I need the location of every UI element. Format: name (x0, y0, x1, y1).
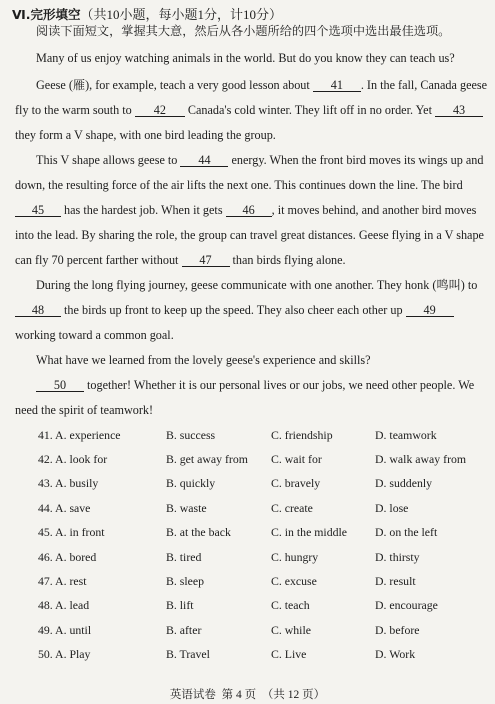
option-50-c[interactable]: C. Live (271, 647, 307, 661)
paragraph-4-line-3: working toward a common goal. (15, 328, 174, 342)
paragraph-1: Many of us enjoy watching animals in the world. But do you know they can teach us? (36, 51, 455, 65)
section-title: 完形填空 (30, 7, 81, 22)
option-47-b[interactable]: B. sleep (166, 574, 205, 588)
blank-48[interactable]: 48 (15, 304, 61, 317)
option-47-c[interactable]: C. excuse (271, 574, 317, 588)
blank-50[interactable]: 50 (36, 379, 84, 392)
blank-46[interactable]: 46 (226, 204, 272, 217)
question-45-options (0, 525, 495, 540)
option-43-b[interactable]: B. quickly (166, 476, 216, 490)
option-41-d[interactable]: D. teamwork (375, 428, 437, 442)
paragraph-3-line-1: This V shape allows geese to 44 energy. When the front bird moves its wings up and (36, 153, 484, 167)
question-43-options (0, 476, 495, 491)
option-50-d[interactable]: D. Work (375, 647, 416, 661)
paragraph-3-line-3: 45 has the hardest job. When it gets 46 , it moves behind, and another bird moves (15, 203, 476, 217)
option-41-a[interactable]: 41. A. experience (38, 428, 121, 442)
blank-47[interactable]: 47 (182, 254, 230, 267)
option-47-d[interactable]: D. result (375, 574, 416, 588)
option-46-c[interactable]: C. hungry (271, 550, 319, 564)
option-47-a[interactable]: 47. A. rest (38, 574, 87, 588)
blank-42[interactable]: 42 (135, 104, 185, 117)
option-49-d[interactable]: D. before (375, 623, 420, 637)
option-46-b[interactable]: B. tired (166, 550, 202, 564)
option-49-a[interactable]: 49. A. until (38, 623, 92, 637)
option-45-a[interactable]: 45. A. in front (38, 525, 105, 539)
option-48-b[interactable]: B. lift (166, 598, 194, 612)
option-48-c[interactable]: C. teach (271, 598, 310, 612)
question-46-options (0, 550, 495, 565)
paragraph-3-line-2: down, the resulting force of the air lifts the next one. This continues down the line. The bird (15, 178, 463, 192)
option-48-d[interactable]: D. encourage (375, 598, 438, 612)
paragraph-6-line-2: need the spirit of teamwork! (15, 403, 154, 417)
page-footer (0, 686, 495, 702)
option-42-a[interactable]: 42. A. look for (38, 452, 108, 466)
section-heading (12, 4, 282, 23)
blank-49[interactable]: 49 (406, 304, 454, 317)
option-50-b[interactable]: B. Travel (166, 647, 210, 661)
paragraph-3-line-5: can fly 70 percent farther without 47 than birds flying alone. (15, 253, 346, 267)
footer-page: 第 4 页 (221, 689, 257, 701)
option-41-b[interactable]: B. success (166, 428, 216, 442)
blank-44[interactable]: 44 (180, 154, 228, 167)
option-44-a[interactable]: 44. A. save (38, 501, 91, 515)
option-44-b[interactable]: B. waste (166, 501, 207, 515)
option-48-a[interactable]: 48. A. lead (38, 598, 90, 612)
option-42-d[interactable]: D. walk away from (375, 452, 467, 466)
option-45-c[interactable]: C. in the middle (271, 525, 348, 539)
option-41-c[interactable]: C. friendship (271, 428, 333, 442)
option-45-d[interactable]: D. on the left (375, 525, 438, 539)
paragraph-5: What have we learned from the lovely geese's experience and skills? (36, 353, 371, 367)
option-49-c[interactable]: C. while (271, 623, 311, 637)
question-44-options (0, 501, 495, 516)
option-46-a[interactable]: 46. A. bored (38, 550, 97, 564)
paragraph-2-line-1: Geese (雁), for example, teach a very good lesson about 41 . In the fall, Canada geese (36, 78, 488, 92)
question-48-options (0, 598, 495, 613)
paragraph-2-line-3: they form a V shape, with one bird leading the group. (15, 128, 276, 142)
option-42-c[interactable]: C. wait for (271, 452, 322, 466)
blank-45[interactable]: 45 (15, 204, 61, 217)
footer-subject: 英语试卷 (169, 689, 216, 701)
blank-41[interactable]: 41 (313, 79, 361, 92)
option-42-b[interactable]: B. get away from (166, 452, 248, 466)
section-info: （共10小题，每小题1分，计10分） (80, 7, 283, 22)
option-44-d[interactable]: D. lose (375, 501, 409, 515)
option-49-b[interactable]: B. after (166, 623, 202, 637)
option-43-a[interactable]: 43. A. busily (38, 476, 99, 490)
question-49-options (0, 623, 495, 638)
option-44-c[interactable]: C. create (271, 501, 313, 515)
paragraph-4-line-2: 48 the birds up front to keep up the speed. They also cheer each other up 49 (15, 303, 454, 317)
section-number: Ⅵ. (12, 7, 31, 22)
question-50-options (0, 647, 495, 662)
option-43-d[interactable]: D. suddenly (375, 476, 433, 490)
question-42-options (0, 452, 495, 467)
question-47-options (0, 574, 495, 589)
instruction-text: 阅读下面短文，掌握其大意，然后从各小题所给的四个选项中选出最佳选项。 (36, 24, 451, 38)
paragraph-3-line-4: into the lead. By sharing the role, the group can travel great distances. Geese flying in a V shape (15, 228, 484, 242)
option-50-a[interactable]: 50. A. Play (38, 647, 91, 661)
question-41-options (0, 428, 495, 443)
paragraph-6-line-1: 50 together! Whether it is our personal lives or our jobs, we need other people. We (36, 378, 474, 392)
blank-43[interactable]: 43 (435, 104, 483, 117)
footer-total: （共 12 页） (261, 689, 326, 701)
option-46-d[interactable]: D. thirsty (375, 550, 420, 564)
option-45-b[interactable]: B. at the back (166, 525, 231, 539)
paragraph-2-line-2: fly to the warm south to 42 Canada's cold winter. They lift off in no order. Yet 43 (15, 103, 483, 117)
paragraph-4-line-1: During the long flying journey, geese communicate with one another. They honk (鸣叫) to (36, 278, 478, 292)
option-43-c[interactable]: C. bravely (271, 476, 321, 490)
